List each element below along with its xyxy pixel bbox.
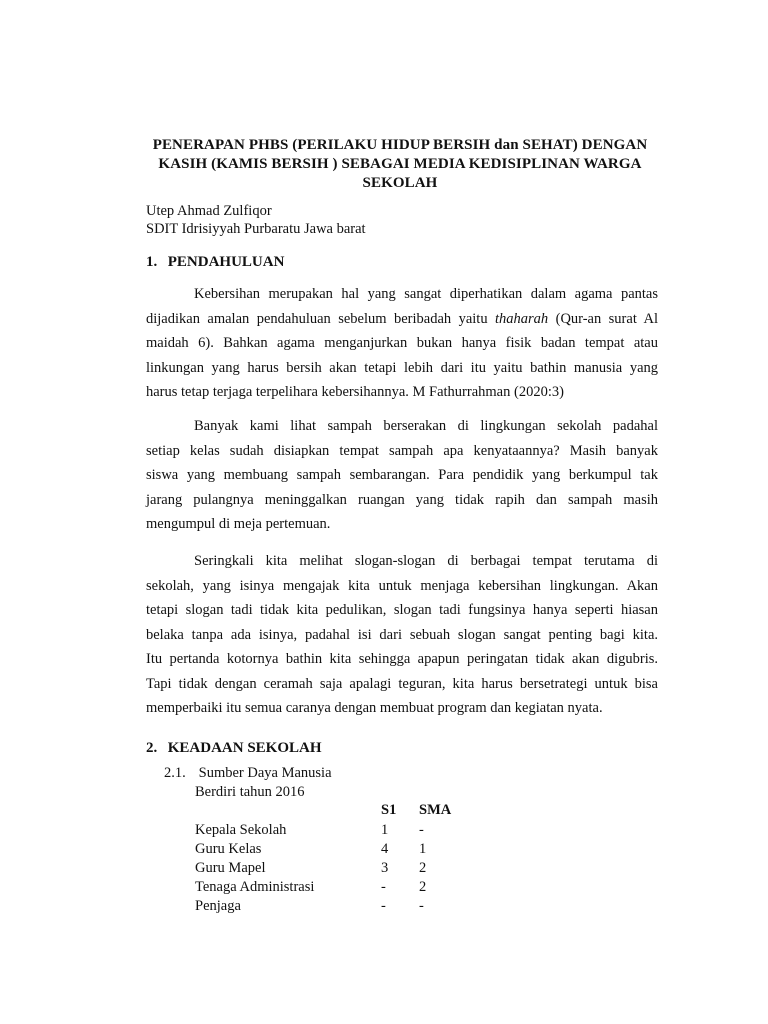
founded-year: Berdiri tahun 2016: [195, 784, 305, 800]
table-cell: 1: [419, 841, 427, 857]
table-cell: Kepala Sekolah: [195, 822, 287, 838]
paragraph-3: [146, 549, 658, 721]
document-title: [130, 136, 670, 193]
table-row: [192, 878, 479, 897]
subsection-number: 2.1.: [164, 765, 186, 781]
paragraph-line: jarang pulangnya meninggalkan ruangan yang tidak rapih dan sampah masih: [146, 491, 658, 508]
paragraph-line: setiap kelas sudah disiapkan tempat sampah apa kenyataannya? Masih banyak: [146, 442, 658, 459]
paragraph-line: [146, 307, 658, 332]
paragraph-line: linkungan yang harus bersih akan tetapi lebih dari itu yaitu bathin manusia yang: [146, 359, 658, 376]
paragraph-line: siswa yang membuang sampah sembarangan. Para pendidik yang berkumpul tak: [146, 467, 658, 483]
staff-table: [192, 801, 479, 916]
paragraph-line: Banyak kami lihat sampah berserakan di lingkungan sekolah padahal: [194, 418, 658, 434]
paragraph-line: Seringkali kita melihat slogan-slogan di berbagai tempat terutama di: [194, 553, 658, 569]
author-affiliation: SDIT Idrisiyyah Purbaratu Jawa barat: [146, 221, 366, 237]
table-cell: 1: [381, 822, 389, 838]
table-cell: 2: [419, 860, 427, 876]
section-heading-keadaan-sekolah: [146, 739, 322, 757]
paragraph-line: maidah 6). Bahkan agama menganjurkan bukan hanya fisik badan tempat atau: [146, 335, 658, 351]
paragraph-line: Tapi tidak dengan ceramah saja apalagi teguran, kita harus bersetrategi untuk bisa: [146, 675, 658, 692]
paragraph-line: tetapi slogan tadi tidak kita pedulikan, slogan tadi fungsinya hanya seperti hiasan: [146, 602, 658, 618]
author-block: [146, 202, 366, 238]
table-cell: Penjaga: [195, 898, 241, 914]
paragraph-line: belaka tanpa ada isinya, padahal isi dari sebuah slogan sangat penting bagi kita.: [146, 626, 658, 643]
section-number: 1.: [146, 254, 158, 270]
table-header: [192, 801, 378, 821]
table-row: [192, 821, 479, 840]
table-header: SMA: [419, 802, 452, 818]
table-row: [192, 840, 479, 859]
table-cell: Guru Kelas: [195, 841, 262, 857]
line-text: (Qur-an surat Al: [548, 310, 658, 327]
table-cell: -: [381, 898, 386, 914]
title-line: SEKOLAH: [362, 175, 438, 191]
table-header: S1: [381, 802, 397, 818]
table-cell: -: [419, 898, 424, 914]
paragraph-1: [146, 282, 658, 405]
paragraph-line: Kebersihan merupakan hal yang sangat diperhatikan dalam agama pantas: [194, 286, 658, 302]
section-title: KEADAAN SEKOLAH: [167, 740, 322, 756]
table-header-row: [192, 801, 479, 821]
paragraph-line: harus tetap terjaga terpelihara kebersihannya. M Fathurrahman (2020:3): [146, 384, 564, 400]
title-line: KASIH (KAMIS BERSIH ) SEBAGAI MEDIA KEDISIPLINAN WARGA: [158, 156, 642, 172]
table-cell: -: [419, 822, 424, 838]
paragraph-line: sekolah, yang isinya mengajak kita untuk menjaga kebersihan lingkungan. Akan: [146, 577, 658, 594]
section-heading-pendahuluan: [146, 253, 284, 271]
author-name: Utep Ahmad Zulfiqor: [146, 203, 272, 219]
table-cell: Tenaga Administrasi: [195, 879, 315, 895]
table-cell: -: [381, 879, 386, 895]
line-text: dijadikan amalan pendahuluan sebelum beribadah yaitu: [146, 310, 496, 327]
table-cell: 3: [381, 860, 389, 876]
title-line: PENERAPAN PHBS (PERILAKU HIDUP BERSIH dan SEHAT) DENGAN: [152, 137, 648, 153]
table-cell: 4: [381, 841, 389, 857]
paragraph-2: [146, 414, 658, 537]
subsection-heading: [164, 764, 332, 782]
italic-term: thaharah: [495, 310, 549, 327]
subsection-title: Sumber Daya Manusia: [198, 765, 332, 781]
paragraph-line: mengumpul di meja pertemuan.: [146, 516, 331, 532]
table-row: [192, 859, 479, 878]
table-row: [192, 897, 479, 916]
table-cell: Guru Mapel: [195, 860, 266, 876]
paragraph-line: memperbaiki itu semua caranya dengan membuat program dan kegiatan nyata.: [146, 700, 603, 716]
section-number: 2.: [146, 740, 158, 756]
paragraph-line: Itu pertanda kotornya bathin kita sehingga apapun peringatan tidak akan digubris.: [146, 651, 658, 667]
section-title: PENDAHULUAN: [167, 254, 285, 270]
table-cell: 2: [419, 879, 427, 895]
